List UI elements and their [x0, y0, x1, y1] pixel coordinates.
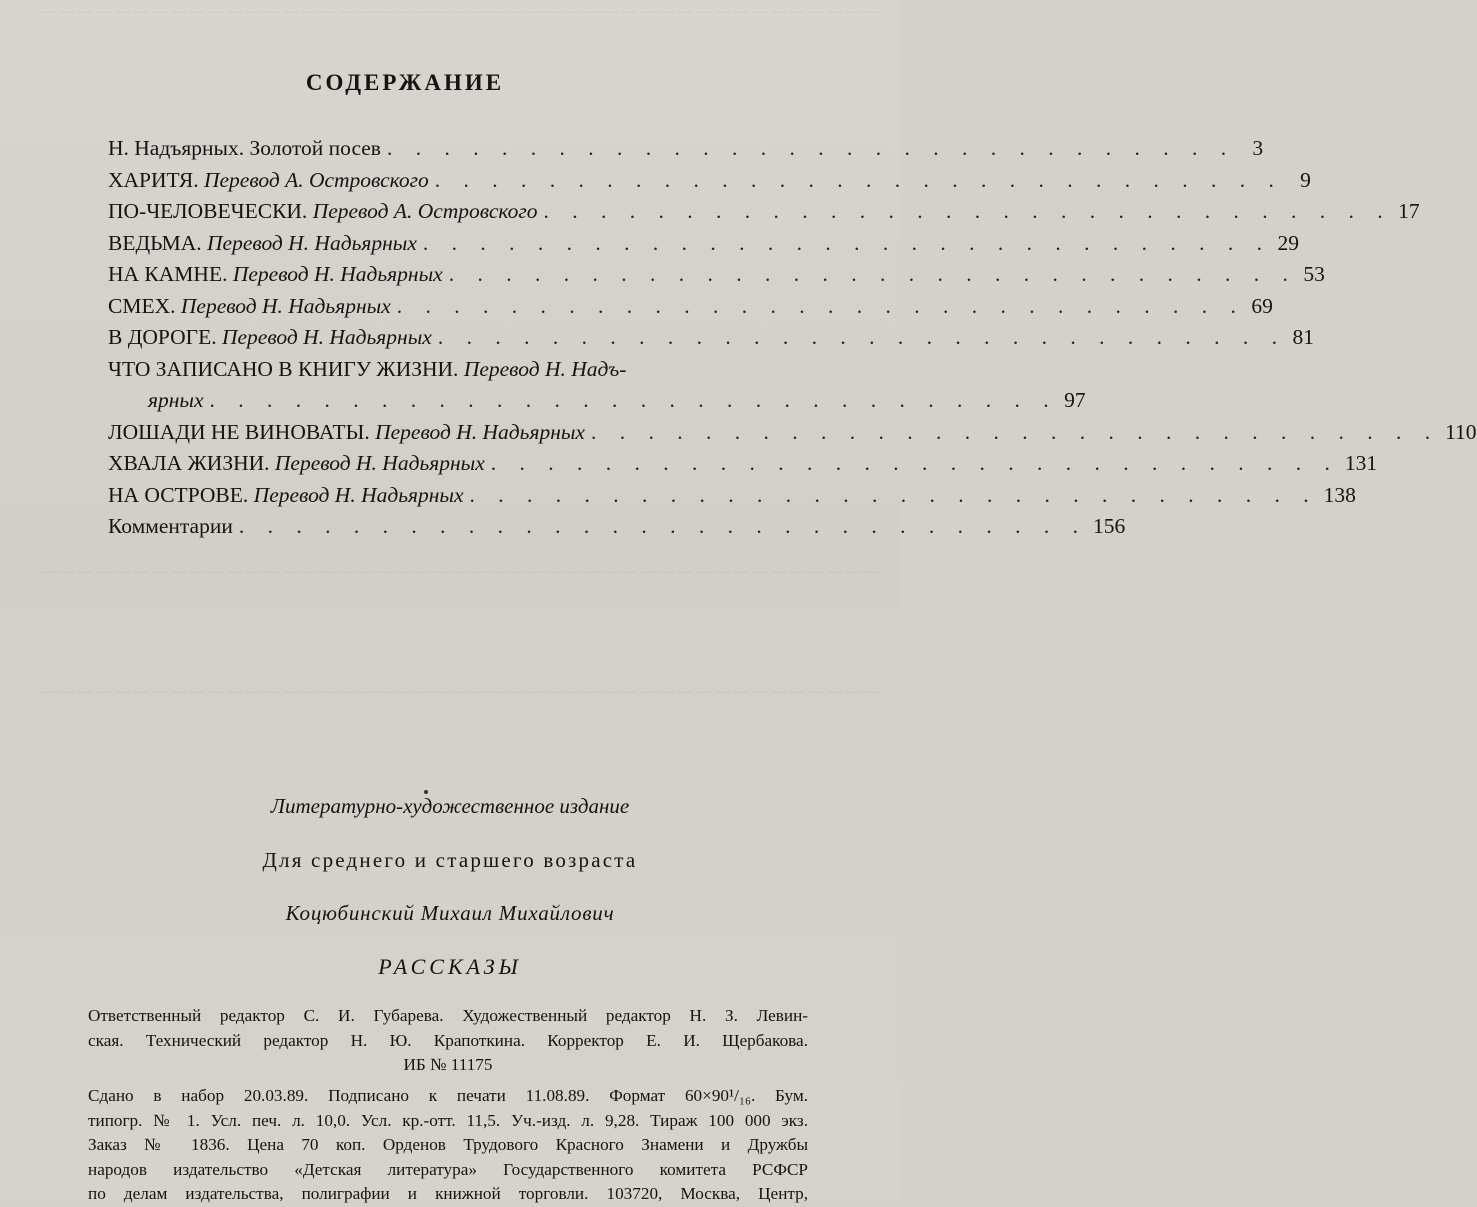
toc-entry-page: 110 [1445, 419, 1477, 444]
toc-entry-translator: Перевод Н. Надьярных [180, 293, 391, 318]
book-title: РАССКАЗЫ [378, 954, 522, 979]
dot-leader: . . . . . . . . . . . . . . . . . . . . . . . . . . . . . . [386, 136, 1236, 160]
toc-entry-translator: Перевод Н. Надьярных [207, 230, 417, 255]
toc-entry [108, 196, 1420, 228]
dot-leader: . . . . . . . . . . . . . . . . . . . . . . . . . . . . . . [543, 199, 1392, 223]
toc-entry-page: 131 [1344, 451, 1378, 475]
dot-leader: . . . . . . . . . . . . . . . . . . . . . . . . . . . . . . [238, 514, 1087, 538]
toc-entry-title: ВЕДЬМА. [108, 230, 202, 255]
toc-entry-title: В ДОРОГЕ. [108, 325, 217, 349]
imprint-line: по делам издательства, полиграфии и книжной торговли. 103720, Москва, Центр, [88, 1184, 808, 1203]
imprint-line: ская. Технический редактор Н. Ю. Крапоткина. Корректор Е. И. Щербакова. [88, 1030, 808, 1050]
imprint-line: Ответственный редактор С. И. Губарева. Художественный редактор Н. З. Левин- [88, 1006, 808, 1025]
toc-entry-page: 81 [1292, 325, 1314, 349]
toc-entry-page: 3 [1252, 136, 1264, 160]
ib-number: ИБ № 11175 [403, 1055, 493, 1074]
author-name: Коцюбинский Михаил Михайлович [285, 901, 615, 925]
toc-entry [108, 228, 1300, 260]
toc-entry-translator: Перевод Н. Надьярных [375, 419, 585, 444]
imprint-editors [88, 1004, 808, 1078]
dot-leader: . . . . . . . . . . . . . . . . . . . . . . . . . . . . . . [437, 325, 1286, 349]
toc-entry-title: СМЕХ. [108, 293, 176, 318]
audience-line: Для среднего и старшего возраста [262, 848, 638, 872]
contents-heading: СОДЕРЖАНИЕ [305, 70, 505, 95]
toc-entry [108, 417, 1477, 449]
table-of-contents [108, 133, 1477, 543]
toc-entry [108, 448, 1378, 480]
toc-entry-title: НА ОСТРОВЕ. [108, 482, 249, 507]
toc-entry [108, 354, 798, 386]
dot-leader: . . . . . . . . . . . . . . . . . . . . . . . . . . . . . . [590, 419, 1440, 444]
dot-leader: . . . . . . . . . . . . . . . . . . . . . . . . . . . . . . [396, 293, 1245, 318]
toc-entry-page: 69 [1251, 293, 1273, 318]
toc-entry-title: ХАРИТЯ. [108, 167, 199, 192]
toc-entry-page: 97 [1064, 388, 1086, 412]
imprint-line: Заказ № 1836. Цена 70 коп. Орденов Трудового Красного Знамени и Дружбы [88, 1135, 808, 1154]
toc-entry [108, 133, 1264, 165]
dot-leader: . . . . . . . . . . . . . . . . . . . . . . . . . . . . . . [209, 388, 1058, 412]
toc-entry-page: 9 [1300, 167, 1311, 192]
imprint-production [88, 1084, 808, 1207]
toc-entry [108, 322, 1314, 354]
toc-entry-title: ХВАЛА ЖИЗНИ. [108, 451, 270, 475]
toc-entry-translator: Перевод Н. Надьярных [221, 325, 432, 349]
toc-entry-page: 29 [1277, 230, 1300, 255]
toc-entry [108, 480, 1356, 512]
imprint-line: народов издательство «Детская литература» Государственного комитета РСФСР [88, 1159, 808, 1179]
dot-leader: . . . . . . . . . . . . . . . . . . . . . . . . . . . . . . [434, 167, 1283, 192]
toc-entry-translator: Перевод А. Островского [203, 167, 429, 192]
toc-entry-page: 53 [1303, 262, 1325, 286]
toc-entry-page: 17 [1398, 199, 1420, 223]
toc-entry-translator: Перевод Н. Надьярных [253, 482, 464, 507]
imprint-line: Сдано в набор 20.03.89. Подписано к печати 11.08.89. Формат 60×90¹/₁₆. Бум. [88, 1086, 808, 1105]
toc-entry-translator: ярных [148, 388, 204, 412]
toc-entry [108, 291, 1273, 323]
toc-entry-title: НА КАМНЕ. [108, 262, 228, 286]
toc-entry-translator: Перевод А. Островского [312, 199, 538, 223]
dot-leader: . . . . . . . . . . . . . . . . . . . . . . . . . . . . . . [422, 230, 1272, 255]
bleed-through-texture: — — — — — — — — — — — — — — — — — — — — — — — — — — — — — — — — — — — — — — — — — — — — — [40, 4, 880, 20]
toc-entry-title: ПО-ЧЕЛОВЕЧЕСКИ. [108, 199, 308, 223]
toc-entry [108, 511, 1126, 543]
dot-leader: . . . . . . . . . . . . . . . . . . . . . . . . . . . . . . [469, 482, 1318, 507]
toc-entry-translator: Перевод Н. Надъ- [463, 356, 627, 381]
toc-entry-page: 138 [1323, 482, 1356, 507]
toc-entry-title: Н. Надъярных. Золотой посев [108, 136, 381, 160]
dot-leader: . . . . . . . . . . . . . . . . . . . . . . . . . . . . . . [490, 451, 1339, 475]
edition-type: Литературно-художественное издание [270, 794, 630, 818]
bleed-through-texture: — — — — — — — — — — — — — — — — — — — — — — — — — — — — — — — — — — — — — — — — — — — — — [40, 684, 880, 700]
toc-entry-title: ЛОШАДИ НЕ ВИНОВАТЫ. [108, 419, 370, 444]
toc-entry-page: 156 [1092, 514, 1126, 538]
toc-entry [108, 259, 1325, 291]
toc-entry-title: Комментарии [108, 514, 233, 538]
toc-entry-title: ЧТО ЗАПИСАНО В КНИГУ ЖИЗНИ. [108, 356, 459, 381]
toc-entry-continuation [108, 385, 1086, 417]
bleed-through-texture: — — — — — — — — — — — — — — — — — — — — — — — — — — — — — — — — — — — — — — — — — — — — — [40, 564, 880, 580]
dot-leader: . . . . . . . . . . . . . . . . . . . . . . . . . . . . . . [448, 262, 1297, 286]
toc-entry [108, 165, 1311, 197]
toc-entry-translator: Перевод Н. Надьярных [274, 451, 485, 475]
imprint-line: типогр. № 1. Усл. печ. л. 10,0. Усл. кр.-отт. 11,5. Уч.-изд. л. 9,28. Тираж 100 000 экз. [88, 1110, 808, 1130]
toc-entry-translator: Перевод Н. Надьярных [232, 262, 443, 286]
